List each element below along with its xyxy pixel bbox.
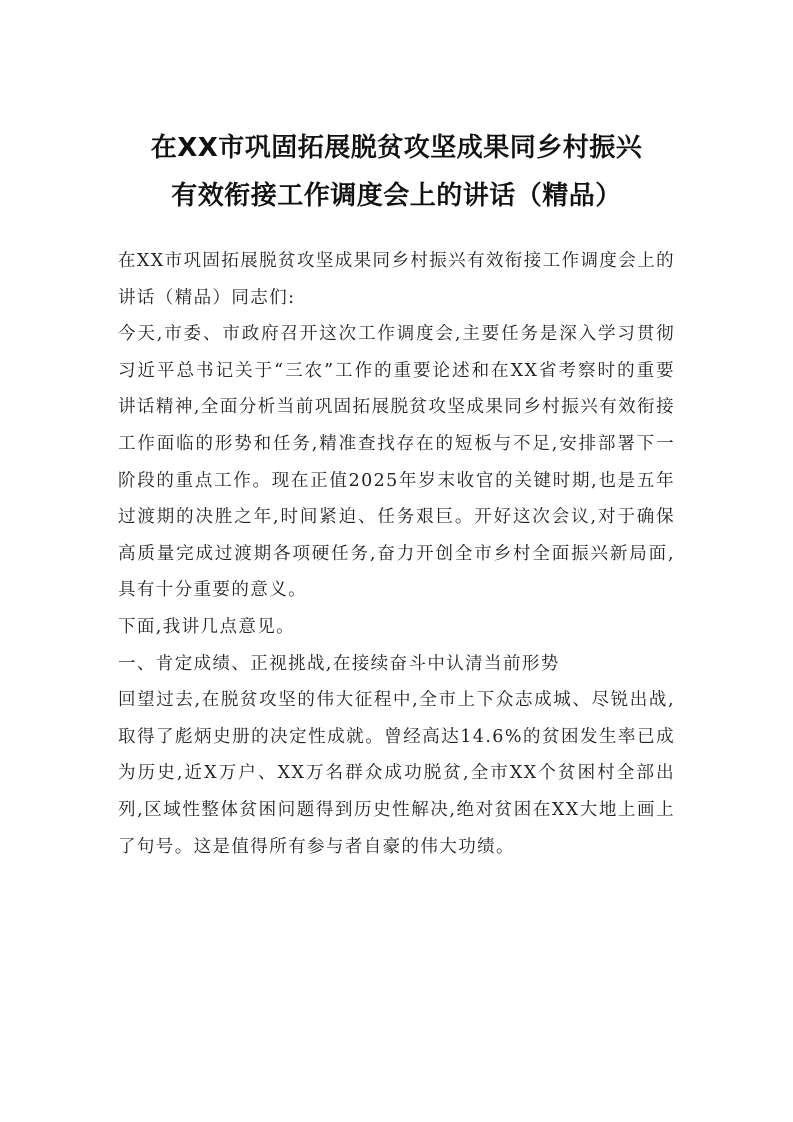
paragraph-opening: 今天,市委、市政府召开这次工作调度会,主要任务是深入学习贯彻习近平总书记关于“三农”工作的重要论述和在XX省考察时的重要讲话精神,全面分析当前巩固拓展脱贫攻坚成果同乡村振兴有效衔接工作面临的形势和任务,精准查找存在的短板与不足,安排部署下一阶段的重点工作。现在正值2025年岁末收官的关键时期,也是五年过渡期的决胜之年,时间紧迫、任务艰巨。开好这次会议,对于确保高质量完成过渡期各项硬任务,奋力开创全市乡村全面振兴新局面,具有十分重要的意义。 [118, 324, 675, 601]
document-title [118, 124, 675, 220]
section-heading-1: 一、肯定成绩、正视挑战,在接续奋斗中认清当前形势 [118, 653, 560, 674]
paragraph-achievements: 回望过去,在脱贫攻坚的伟大征程中,全市上下众志成城、尽锐出战,取得了彪炳史册的决定性成就。曾经高达14.6%的贫困发生率已成为历史,近X万户、XX万名群众成功脱贫,全市XX个贫困村全部出列,区域性整体贫困问题得到历史性解决,绝对贫困在XX大地上画上了句号。这是值得所有参与者自豪的伟大功绩。 [118, 690, 675, 857]
title-line-1: 在XX市巩固拓展脱贫攻坚成果同乡村振兴 [150, 133, 643, 163]
document-body [118, 243, 675, 865]
paragraph-salutation: 在XX市巩固拓展脱贫攻坚成果同乡村振兴有效衔接工作调度会上的讲话（精品）同志们: [118, 251, 675, 308]
paragraph-transition: 下面,我讲几点意见。 [118, 616, 296, 637]
title-line-2: 有效衔接工作调度会上的讲话（精品） [171, 181, 622, 211]
